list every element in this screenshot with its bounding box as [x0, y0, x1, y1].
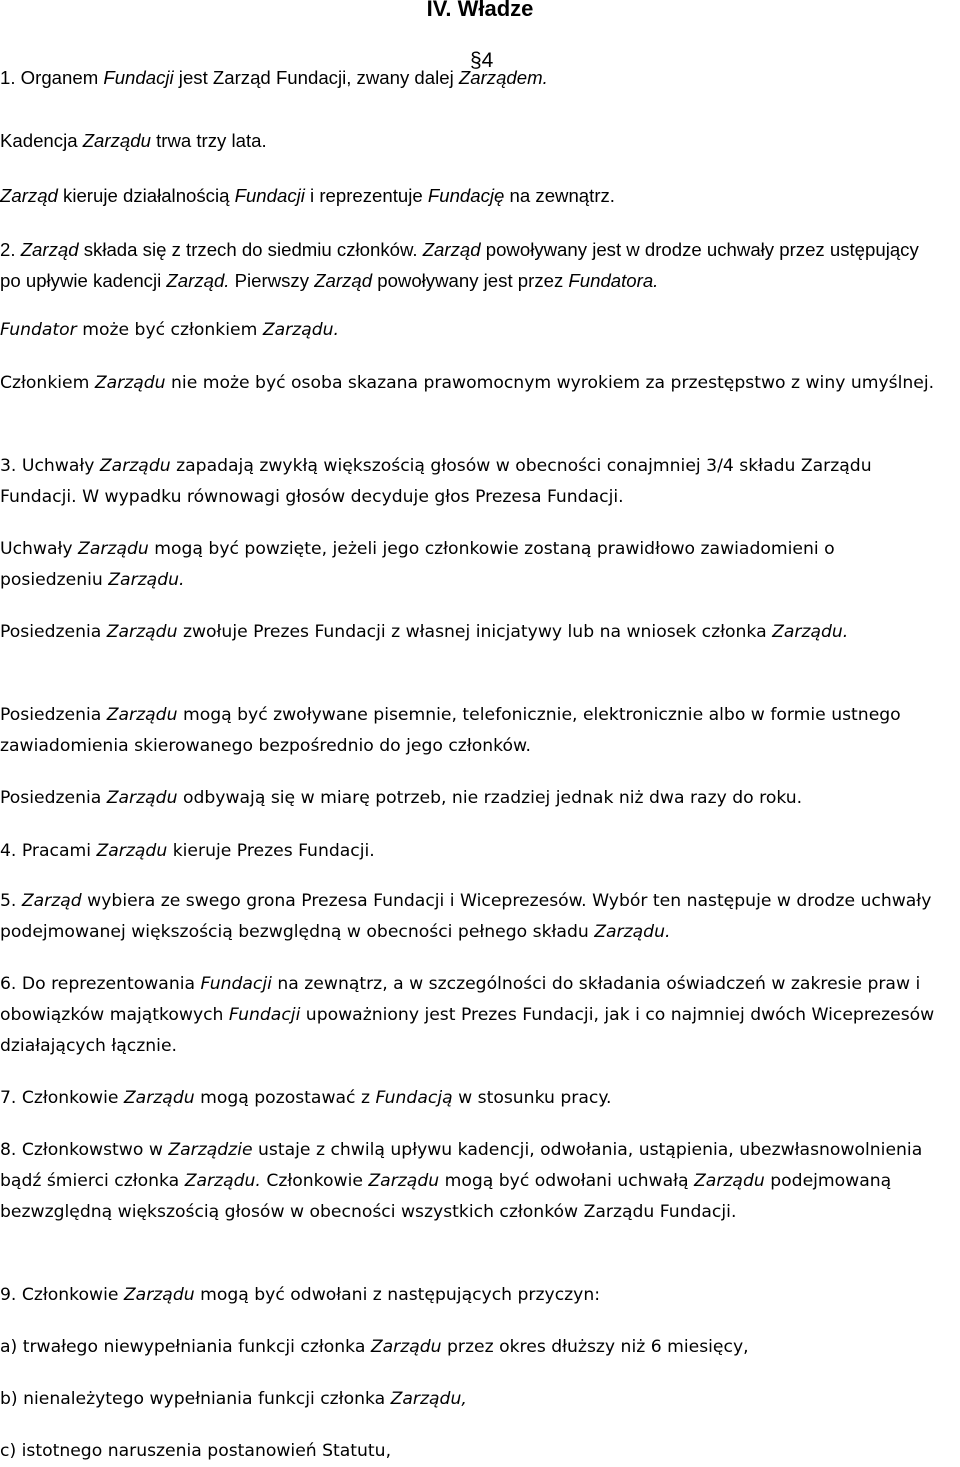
text-run: Członkiem: [0, 373, 95, 393]
italic-term: Zarządu: [123, 1088, 195, 1108]
italic-term: Zarządu,: [390, 1389, 467, 1409]
italic-term: Zarząd: [0, 185, 58, 206]
italic-term: Zarządu.: [772, 622, 849, 642]
text-run: jest Zarząd Fundacji, zwany dalej: [173, 67, 459, 88]
italic-term: Fundacji: [200, 974, 272, 994]
text-run: kieruje Prezes Fundacji.: [167, 841, 375, 861]
text-run: b) nienależytego wypełniania funkcji członka: [0, 1389, 391, 1409]
text-run: c) istotnego naruszenia postanowień Statutu,: [0, 1441, 392, 1461]
italic-term: Zarządu: [106, 705, 178, 725]
text-run: mogą być zwoływane pisemnie, telefonicznie, elektronicznie albo w formie ustnego zawiadomienia skierowanego bezpośrednio do jego członków.: [0, 705, 901, 756]
paragraph-5: [0, 315, 940, 346]
paragraph-13: [0, 886, 940, 948]
italic-term: Zarządzie: [168, 1140, 253, 1160]
paragraph-19: [0, 1384, 940, 1415]
paragraph-14: [0, 969, 940, 1062]
italic-term: Zarządu: [694, 1171, 765, 1191]
italic-term: Zarządu: [99, 456, 171, 476]
italic-term: Zarządu: [78, 539, 149, 559]
text-run: a) trwałego niewypełniania funkcji członka: [0, 1337, 371, 1357]
text-run: 4. Pracami: [0, 841, 97, 861]
text-run: 7. Członkowie: [0, 1088, 124, 1108]
text-run: i reprezentuje: [304, 185, 428, 206]
text-run: w stosunku pracy.: [452, 1088, 612, 1108]
text-run: odbywają się w miarę potrzeb, nie rzadziej jednak niż dwa razy do roku.: [177, 788, 803, 808]
italic-term: Zarządu.: [108, 570, 185, 590]
italic-term: Zarządu: [94, 373, 166, 393]
italic-term: Fundacji: [228, 1005, 301, 1025]
paragraph-17: [0, 1280, 940, 1311]
italic-term: Fundacji: [103, 67, 174, 88]
italic-term: Fundatora.: [568, 270, 659, 291]
paragraph-16: [0, 1135, 940, 1228]
text-run: 8. Członkowstwo w: [0, 1140, 169, 1160]
paragraph-11: [0, 783, 940, 814]
italic-term: Zarządu.: [262, 320, 340, 340]
text-run: mogą być powzięte, jeżeli jego członkowie zostaną prawidłowo zawiadomieni o posiedzeniu: [0, 539, 835, 590]
italic-term: Fundację: [427, 185, 505, 206]
italic-term: Zarząd: [21, 891, 82, 911]
text-run: Uchwały: [0, 539, 79, 559]
text-run: 3. Uchwały: [0, 456, 100, 476]
text-run: Kadencja: [0, 130, 83, 151]
italic-term: Fundacji: [234, 185, 305, 206]
text-run: zwołuje Prezes Fundacji z własnej inicjatywy lub na wniosek członka: [177, 622, 773, 642]
text-run: Członkowie: [260, 1171, 369, 1191]
text-run: trwa trzy lata.: [150, 130, 267, 151]
italic-term: Zarządu: [106, 622, 178, 642]
text-run: Posiedzenia: [0, 622, 107, 642]
text-run: składa się z trzech do siedmiu członków.: [78, 239, 423, 260]
text-run: 9. Członkowie: [0, 1285, 124, 1305]
italic-term: Zarządu: [370, 1337, 442, 1357]
text-run: 1. Organem: [0, 67, 104, 88]
section-number: §4: [470, 49, 494, 72]
italic-term: Zarządu.: [594, 922, 671, 942]
chapter-heading: IV. Władze: [426, 0, 534, 21]
italic-term: Zarząd: [20, 239, 79, 260]
text-run: 6. Do reprezentowania: [0, 974, 201, 994]
text-run: mogą być odwołani z następujących przyczyn:: [194, 1285, 601, 1305]
paragraph-20: [0, 1436, 940, 1467]
paragraph-15: [0, 1083, 940, 1114]
italic-term: Fundacją: [375, 1088, 453, 1108]
italic-term: Zarządem.: [458, 67, 548, 88]
text-run: 2.: [0, 239, 21, 260]
italic-term: Zarządu: [106, 788, 178, 808]
paragraph-9: [0, 617, 940, 648]
paragraph-4: [0, 234, 940, 296]
italic-term: Zarządu: [368, 1171, 440, 1191]
text-run: może być członkiem: [76, 320, 263, 340]
paragraph-7: [0, 451, 940, 513]
italic-term: Fundator: [0, 320, 77, 340]
text-run: na zewnątrz.: [504, 185, 615, 206]
italic-term: Zarządu.: [184, 1171, 261, 1191]
paragraph-2: [0, 125, 940, 156]
text-run: ustaje z chwilą upływu kadencji, odwołania, ustąpienia, ubezwłasnowolnienia bądź śmierci członka: [0, 1140, 923, 1191]
text-run: mogą pozostawać z: [194, 1088, 376, 1108]
italic-term: Zarządu: [123, 1285, 195, 1305]
text-run: nie może być osoba skazana prawomocnym wyrokiem za przestępstwo z winy umyślnej.: [165, 373, 935, 393]
text-run: powoływany jest w drodze uchwały przez ustępujący po upływie kadencji: [0, 239, 919, 291]
text-run: Posiedzenia: [0, 788, 107, 808]
italic-term: Zarządu: [96, 841, 168, 861]
text-run: na zewnątrz, a w szczególności do składania oświadczeń w zakresie praw i obowiązków majątkowych: [0, 974, 921, 1025]
text-run: przez okres dłuższy niż 6 miesięcy,: [441, 1337, 749, 1357]
text-run: mogą być odwołani uchwałą: [439, 1171, 695, 1191]
text-run: zapadają zwykłą większością głosów w obecności conajmniej 3/4 składu Zarządu Fundacji. W wypadku równowagi głosów decyduje głos Prezesa Fundacji.: [0, 456, 872, 507]
text-run: powoływany jest przez: [372, 270, 569, 291]
text-run: Posiedzenia: [0, 705, 107, 725]
text-run: 5.: [0, 891, 22, 911]
italic-term: Zarząd: [422, 239, 481, 260]
text-run: Pierwszy: [229, 270, 315, 291]
text-run: wybiera ze swego grona Prezesa Fundacji i Wiceprezesów. Wybór ten następuje w drodze uchwały podejmowanej większością bezwględną w obecności pełnego składu: [0, 891, 932, 942]
paragraph-10: [0, 700, 940, 762]
paragraph-12: [0, 836, 940, 867]
paragraph-3: [0, 180, 940, 211]
italic-term: Zarząd.: [166, 270, 230, 291]
text-run: podejmowaną bezwzględną większością głosów w obecności wszystkich członków Zarządu Fundacji.: [0, 1171, 892, 1222]
paragraph-8: [0, 534, 940, 596]
text-run: upoważniony jest Prezes Fundacji, jak i co najmniej dwóch Wiceprezesów działających łącznie.: [0, 1005, 935, 1056]
text-run: kieruje działalnością: [57, 185, 235, 206]
paragraph-1: [0, 62, 940, 93]
italic-term: Zarządu: [82, 130, 151, 151]
paragraph-6: [0, 368, 940, 399]
paragraph-18: [0, 1332, 940, 1363]
italic-term: Zarząd: [314, 270, 373, 291]
